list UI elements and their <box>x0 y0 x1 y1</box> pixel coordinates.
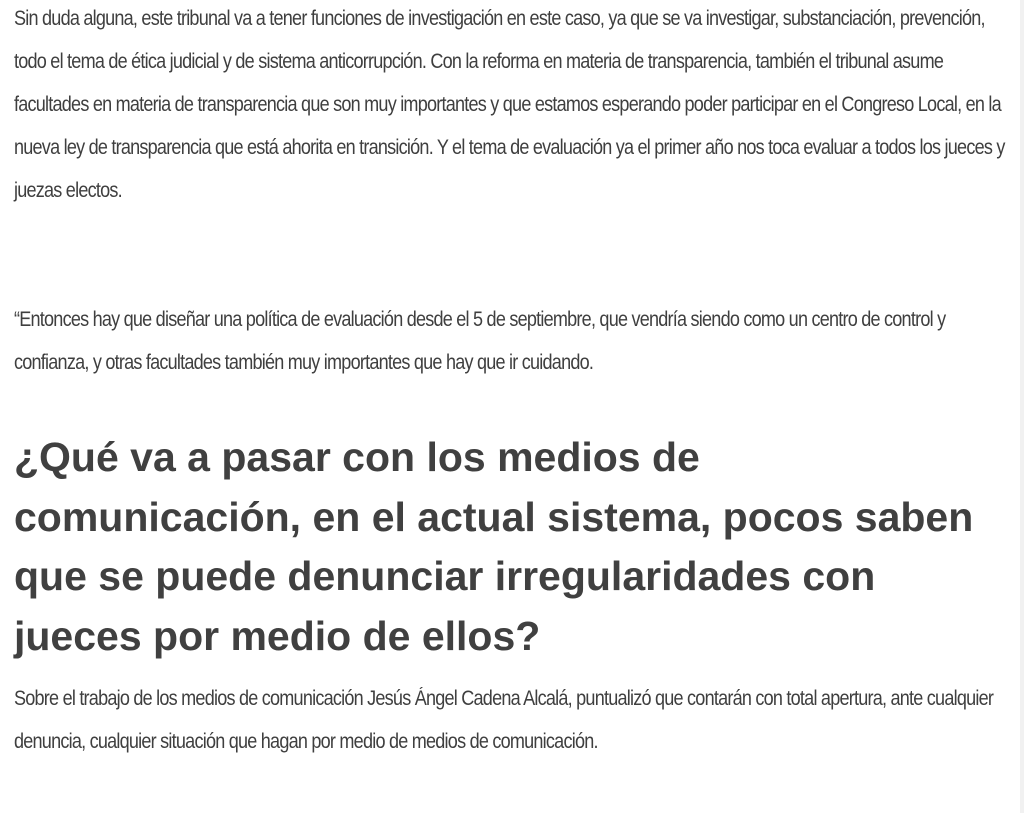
article-paragraph-1: Sin duda alguna, este tribunal va a tener funciones de investigación en este caso, ya que se va investigar, substanciación, prevención, todo el tema de ética judicial y de sistema anticorrupción. Con la reforma en materia de transparencia, también el tribunal asume facultades en materia de transparencia que son muy importantes y que estamos esperando poder participar en el Congreso Local, en la nueva ley de transparencia que está ahorita en transición. Y el tema de evaluación ya el primer año nos toca evaluar a todos los jueces y juezas electos. <box>14 7 1005 202</box>
article-paragraph-3: Sobre el trabajo de los medios de comunicación Jesús Ángel Cadena Alcalá, puntualizó que contarán con total apertura, ante cualquier denuncia, cualquier situación que hagan por medio de medios de comunicación. <box>14 687 994 753</box>
page-edge-divider <box>1020 0 1024 813</box>
article-paragraph-2: “Entonces hay que diseñar una política de evaluación desde el 5 de septiembre, que vendría siendo como un centro de control y confianza, y otras facultades también muy importantes que hay que ir cuidando. <box>14 308 946 374</box>
section-heading: ¿Qué va a pasar con los medios de comunicación, en el actual sistema, pocos saben que se puede denunciar irregularidades con jueces por medio de ellos? <box>14 434 974 659</box>
